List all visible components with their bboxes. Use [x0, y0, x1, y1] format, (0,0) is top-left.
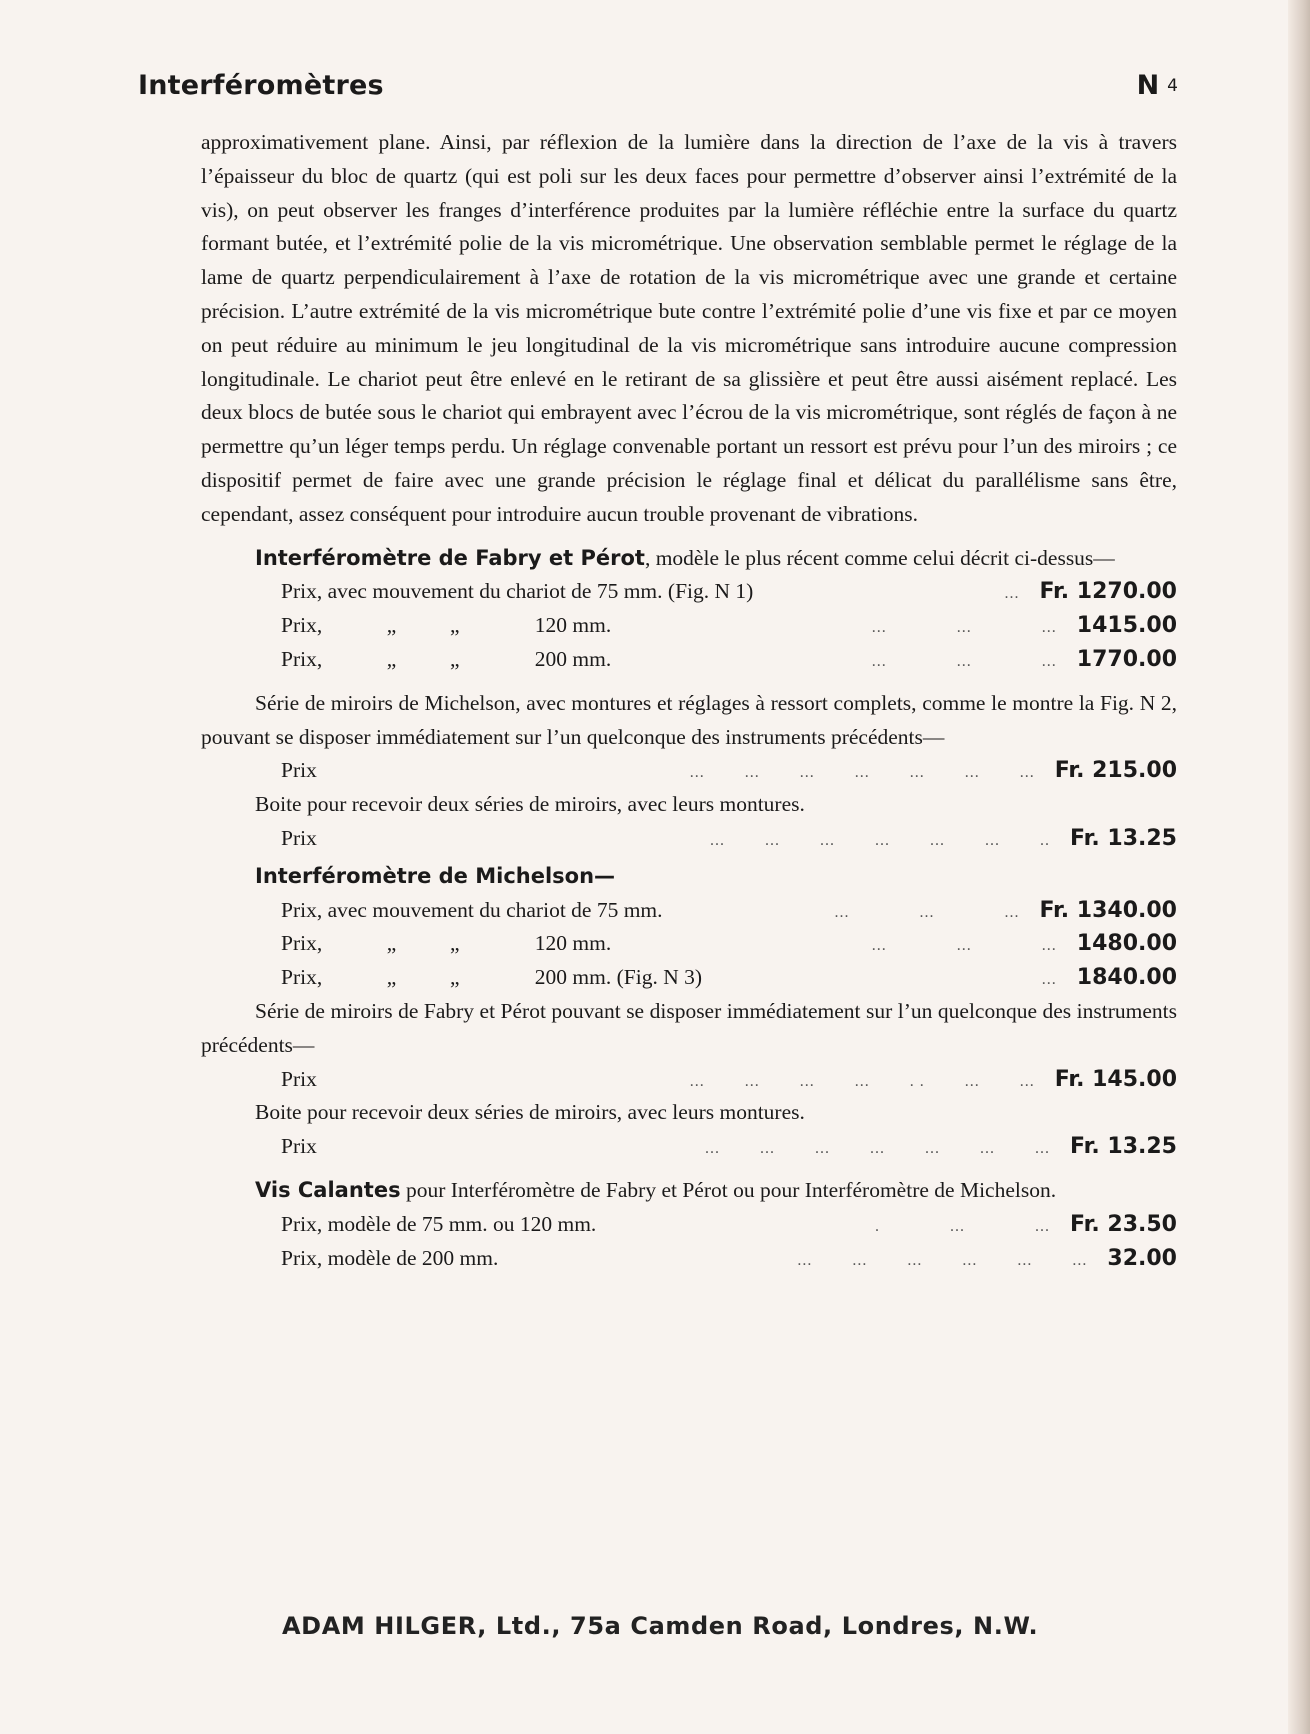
running-title: Interféromètres	[138, 70, 384, 101]
price-row: Prix, „ „ 200 mm. (Fig. N 3) ... 1840.00	[201, 961, 1177, 995]
michelson-title: Interféromètre de Michelson—	[255, 863, 616, 888]
price-amount: Fr. 13.25	[1070, 825, 1177, 851]
price-amount: Fr. 13.25	[1070, 1134, 1177, 1160]
price-row: Prix ... ... ... ... . . ... ... Fr. 145.00	[201, 1063, 1177, 1097]
fabry-perot-description: , modèle le plus récent comme celui décrit ci-dessus—	[644, 545, 1115, 570]
publisher-imprint: ADAM HILGER, Ltd., 75a Camden Road, Londres, N.W.	[282, 1612, 1039, 1640]
price-row: Prix, avec mouvement du chariot de 75 mm. ... ... ... Fr. 1340.00	[201, 894, 1177, 928]
price-row: Prix, „ „ 120 mm. ... ... ... 1415.00	[201, 609, 1177, 643]
price-row: Prix, avec mouvement du chariot de 75 mm. (Fig. N 1) ... Fr. 1270.00	[201, 575, 1177, 609]
page-edge	[1288, 0, 1310, 1734]
price-row: Prix ... ... ... ... ... ... ... Fr. 215.00	[201, 754, 1177, 788]
fabry-perot-mirrors-paragraph: Série de miroirs de Fabry et Pérot pouvant se disposer immédiatement sur l’un quelconque des instruments précédents—	[201, 998, 1177, 1057]
page-number	[1137, 70, 1178, 101]
running-head	[138, 70, 1178, 106]
price-row: Prix ... ... ... ... ... ... ... Fr. 13.25	[201, 1130, 1177, 1164]
vis-calantes-title: Vis Calantes	[255, 1177, 401, 1202]
price-amount: 1840.00	[1076, 965, 1177, 991]
price-amount: Fr. 215.00	[1054, 758, 1177, 784]
vis-calantes-description: pour Interféromètre de Fabry et Pérot ou pour Interféromètre de Michelson.	[400, 1177, 1057, 1202]
price-amount: Fr. 23.50	[1070, 1211, 1177, 1237]
michelson-mirrors-paragraph: Série de miroirs de Michelson, avec montures et réglages à ressort complets, comme le montre la Fig. N 2, pouvant se disposer immédiatement sur l’un quelconque des instruments précédents—	[201, 690, 1177, 749]
body-text	[201, 126, 1177, 1275]
vis-calantes-paragraph	[201, 1174, 1177, 1208]
price-amount: 32.00	[1107, 1245, 1177, 1271]
fabry-perot-paragraph	[201, 542, 1177, 576]
price-row: Prix, modèle de 75 mm. ou 120 mm. . ... ... Fr. 23.50	[201, 1208, 1177, 1242]
price-amount: 1770.00	[1076, 646, 1177, 672]
price-row: Prix, „ „ 200 mm. ... ... ... 1770.00	[201, 643, 1177, 677]
page-prefix: N	[1136, 70, 1160, 101]
price-amount: Fr. 1270.00	[1039, 579, 1177, 605]
price-amount: Fr. 145.00	[1054, 1066, 1177, 1092]
page-number-value: 4	[1167, 76, 1178, 96]
box-label: Boite pour recevoir deux séries de miroirs, avec leurs montures.	[255, 792, 805, 817]
price-row: Prix ... ... ... ... ... ... .. Fr. 13.25	[201, 822, 1177, 856]
price-amount: Fr. 1340.00	[1039, 897, 1177, 923]
price-amount: 1480.00	[1076, 931, 1177, 957]
box-label: Boite pour recevoir deux séries de miroirs, avec leurs montures.	[255, 1100, 805, 1125]
price-row: Prix, „ „ 120 mm. ... ... ... 1480.00	[201, 927, 1177, 961]
price-amount: 1415.00	[1076, 613, 1177, 639]
fabry-perot-title: Interféromètre de Fabry et Pérot	[255, 545, 645, 570]
price-row: Prix, modèle de 200 mm. ... ... ... ... ... ... 32.00	[201, 1242, 1177, 1276]
intro-paragraph: approximativement plane. Ainsi, par réflexion de la lumière dans la direction de l’axe de la vis à travers l’épaisseur du bloc de quartz (qui est poli sur les deux faces pour permettre d’observer ainsi l’extrémité de la vis), on peut observer les franges d’interférence produites par la lumière réfléchie entre la surface du quartz formant butée, et l’extrémité polie de la vis micrométrique. Une observation semblable permet le réglage de la lame de quartz perpendiculairement à l’axe de rotation de la vis micrométrique avec une grande et certaine précision. L’autre extrémité de la vis micrométrique bute contre l’extrémité polie d’une vis fixe et par ce moyen on peut réduire au minimum le jeu longitudinal de la vis micrométrique sans introduire aucune compression longitudinale. Le chariot peut être enlevé en le retirant de sa glissière et peut être aussi aisément replacé. Les deux blocs de butée sous le chariot qui embrayent avec l’écrou de la vis micrométrique, sont réglés de façon à ne permettre qu’un léger temps perdu. Un réglage convenable portant un ressort est prévu pour l’un des miroirs ; ce dispositif permet de faire avec une grande précision le réglage final et délicat du parallélisme sans être, cependant, assez conséquent pour introduire aucun trouble provenant de vibrations.	[201, 130, 1177, 526]
